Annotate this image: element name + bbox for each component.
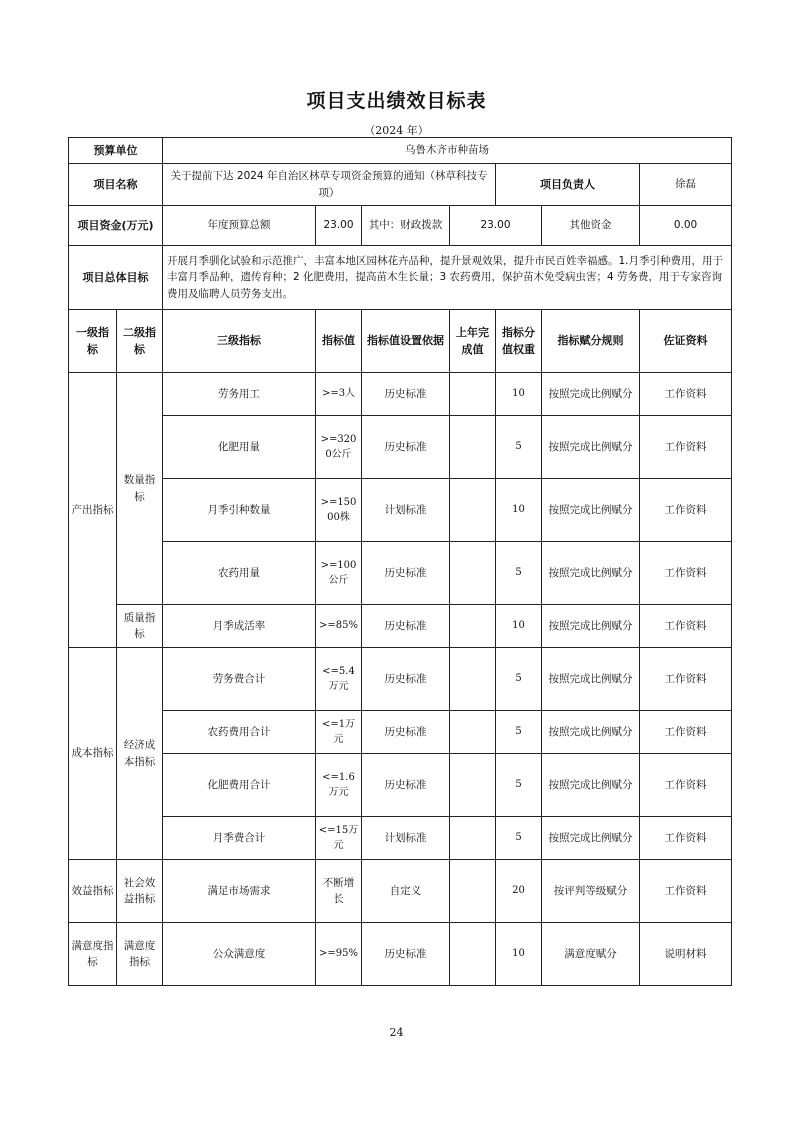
row-value: >=15000株 — [316, 479, 362, 542]
row-value: <=5.4万元 — [316, 648, 362, 711]
header-weight: 指标分值权重 — [496, 310, 542, 373]
fiscal-value: 23.00 — [450, 206, 542, 246]
row-basis: 历史标准 — [362, 542, 450, 605]
row-value: >=85% — [316, 605, 362, 648]
row-last — [450, 373, 496, 416]
row-weight: 10 — [496, 923, 542, 986]
project-name-value: 关于提前下达 2024 年自治区林草专项资金预算的通知（林草科技专项） — [163, 164, 496, 206]
row-rule: 按照完成比例赋分 — [542, 817, 640, 860]
annual-budget-value: 23.00 — [316, 206, 362, 246]
row-evidence: 工作资料 — [640, 711, 732, 754]
row-basis: 计划标准 — [362, 817, 450, 860]
row-rule: 按照完成比例赋分 — [542, 754, 640, 817]
row-basis: 计划标准 — [362, 479, 450, 542]
group-quality: 质量指标 — [117, 605, 163, 648]
other-value: 0.00 — [640, 206, 732, 246]
row-basis: 历史标准 — [362, 416, 450, 479]
leader-value: 徐磊 — [640, 164, 732, 206]
group-benefit: 效益指标 — [69, 860, 117, 923]
group-social: 社会效益指标 — [117, 860, 163, 923]
row-weight: 10 — [496, 605, 542, 648]
row-l3: 化肥费用合计 — [163, 754, 316, 817]
header-value: 指标值 — [316, 310, 362, 373]
row-value: <=1万元 — [316, 711, 362, 754]
row-last — [450, 711, 496, 754]
row-l3: 化肥用量 — [163, 416, 316, 479]
row-value: >=95% — [316, 923, 362, 986]
row-last — [450, 923, 496, 986]
row-l3: 劳务费合计 — [163, 648, 316, 711]
group-satisfaction-2: 满意度指标 — [117, 923, 163, 986]
row-evidence: 工作资料 — [640, 479, 732, 542]
row-evidence: 工作资料 — [640, 817, 732, 860]
header-l3: 三级指标 — [163, 310, 316, 373]
row-l3: 满足市场需求 — [163, 860, 316, 923]
row-rule: 按照完成比例赋分 — [542, 542, 640, 605]
row-rule: 按照完成比例赋分 — [542, 605, 640, 648]
page-number: 24 — [389, 1026, 404, 1039]
row-rule: 按照完成比例赋分 — [542, 416, 640, 479]
row-value: <=1.6万元 — [316, 754, 362, 817]
row-last — [450, 605, 496, 648]
performance-table — [68, 137, 732, 986]
row-weight: 10 — [496, 373, 542, 416]
header-l1: 一级指标 — [69, 310, 117, 373]
leader-label: 项目负责人 — [496, 164, 640, 206]
row-l3: 农药费用合计 — [163, 711, 316, 754]
project-name-label: 项目名称 — [69, 164, 163, 206]
row-evidence: 工作资料 — [640, 648, 732, 711]
year-label: （2024 年） — [364, 124, 429, 137]
row-basis: 历史标准 — [362, 711, 450, 754]
row-weight: 10 — [496, 479, 542, 542]
row-l3: 月季成活率 — [163, 605, 316, 648]
fiscal-label: 其中：财政拨款 — [362, 206, 450, 246]
row-rule: 满意度赋分 — [542, 923, 640, 986]
row-basis: 历史标准 — [362, 648, 450, 711]
row-weight: 5 — [496, 416, 542, 479]
row-l3: 月季引种数量 — [163, 479, 316, 542]
page-title: 项目支出绩效目标表 — [306, 90, 487, 112]
row-weight: 5 — [496, 754, 542, 817]
row-evidence: 工作资料 — [640, 542, 732, 605]
group-economic: 经济成本指标 — [117, 648, 163, 860]
row-evidence: 工作资料 — [640, 754, 732, 817]
row-l3: 公众满意度 — [163, 923, 316, 986]
group-quantity: 数量指标 — [117, 373, 163, 605]
row-last — [450, 416, 496, 479]
group-output: 产出指标 — [69, 373, 117, 648]
row-rule: 按照完成比例赋分 — [542, 648, 640, 711]
row-value: >=3人 — [316, 373, 362, 416]
row-rule: 按照完成比例赋分 — [542, 479, 640, 542]
row-weight: 5 — [496, 542, 542, 605]
header-rule: 指标赋分规则 — [542, 310, 640, 373]
row-last — [450, 648, 496, 711]
row-value: >=100公斤 — [316, 542, 362, 605]
group-satisfaction: 满意度指标 — [69, 923, 117, 986]
group-cost: 成本指标 — [69, 648, 117, 860]
row-l3: 农药用量 — [163, 542, 316, 605]
row-basis: 历史标准 — [362, 605, 450, 648]
row-evidence: 工作资料 — [640, 416, 732, 479]
funds-label: 项目资金(万元) — [69, 206, 163, 246]
row-weight: 5 — [496, 817, 542, 860]
budget-unit-label: 预算单位 — [69, 138, 163, 164]
row-last — [450, 479, 496, 542]
row-value: <=15万元 — [316, 817, 362, 860]
row-last — [450, 542, 496, 605]
row-last — [450, 860, 496, 923]
row-weight: 20 — [496, 860, 542, 923]
row-basis: 历史标准 — [362, 923, 450, 986]
row-evidence: 工作资料 — [640, 860, 732, 923]
row-rule: 按评判等级赋分 — [542, 860, 640, 923]
annual-budget-label: 年度预算总额 — [163, 206, 316, 246]
row-value: >=3200公斤 — [316, 416, 362, 479]
row-value: 不断增长 — [316, 860, 362, 923]
header-evidence: 佐证资料 — [640, 310, 732, 373]
row-evidence: 说明材料 — [640, 923, 732, 986]
other-label: 其他资金 — [542, 206, 640, 246]
row-weight: 5 — [496, 711, 542, 754]
row-l3: 劳务用工 — [163, 373, 316, 416]
row-weight: 5 — [496, 648, 542, 711]
budget-unit-value: 乌鲁木齐市种苗场 — [163, 138, 732, 164]
goal-text: 开展月季驯化试验和示范推广，丰富本地区园林花卉品种，提升景观效果，提升市民百姓幸福感。1.月季引种费用，用于丰富月季品种，遗传育种；2 化肥费用，提高苗木生长量；3 农药费用，保护苗木免受病虫害；4 劳务费，用于专家咨询费用及临聘人员劳务支出。 — [163, 246, 732, 310]
row-l3: 月季费合计 — [163, 817, 316, 860]
header-basis: 指标值设置依据 — [362, 310, 450, 373]
row-evidence: 工作资料 — [640, 605, 732, 648]
row-rule: 按照完成比例赋分 — [542, 711, 640, 754]
row-rule: 按照完成比例赋分 — [542, 373, 640, 416]
row-evidence: 工作资料 — [640, 373, 732, 416]
row-basis: 自定义 — [362, 860, 450, 923]
header-l2: 二级指标 — [117, 310, 163, 373]
goal-label: 项目总体目标 — [69, 246, 163, 310]
header-last-year: 上年完成值 — [450, 310, 496, 373]
row-basis: 历史标准 — [362, 754, 450, 817]
row-basis: 历史标准 — [362, 373, 450, 416]
row-last — [450, 817, 496, 860]
row-last — [450, 754, 496, 817]
